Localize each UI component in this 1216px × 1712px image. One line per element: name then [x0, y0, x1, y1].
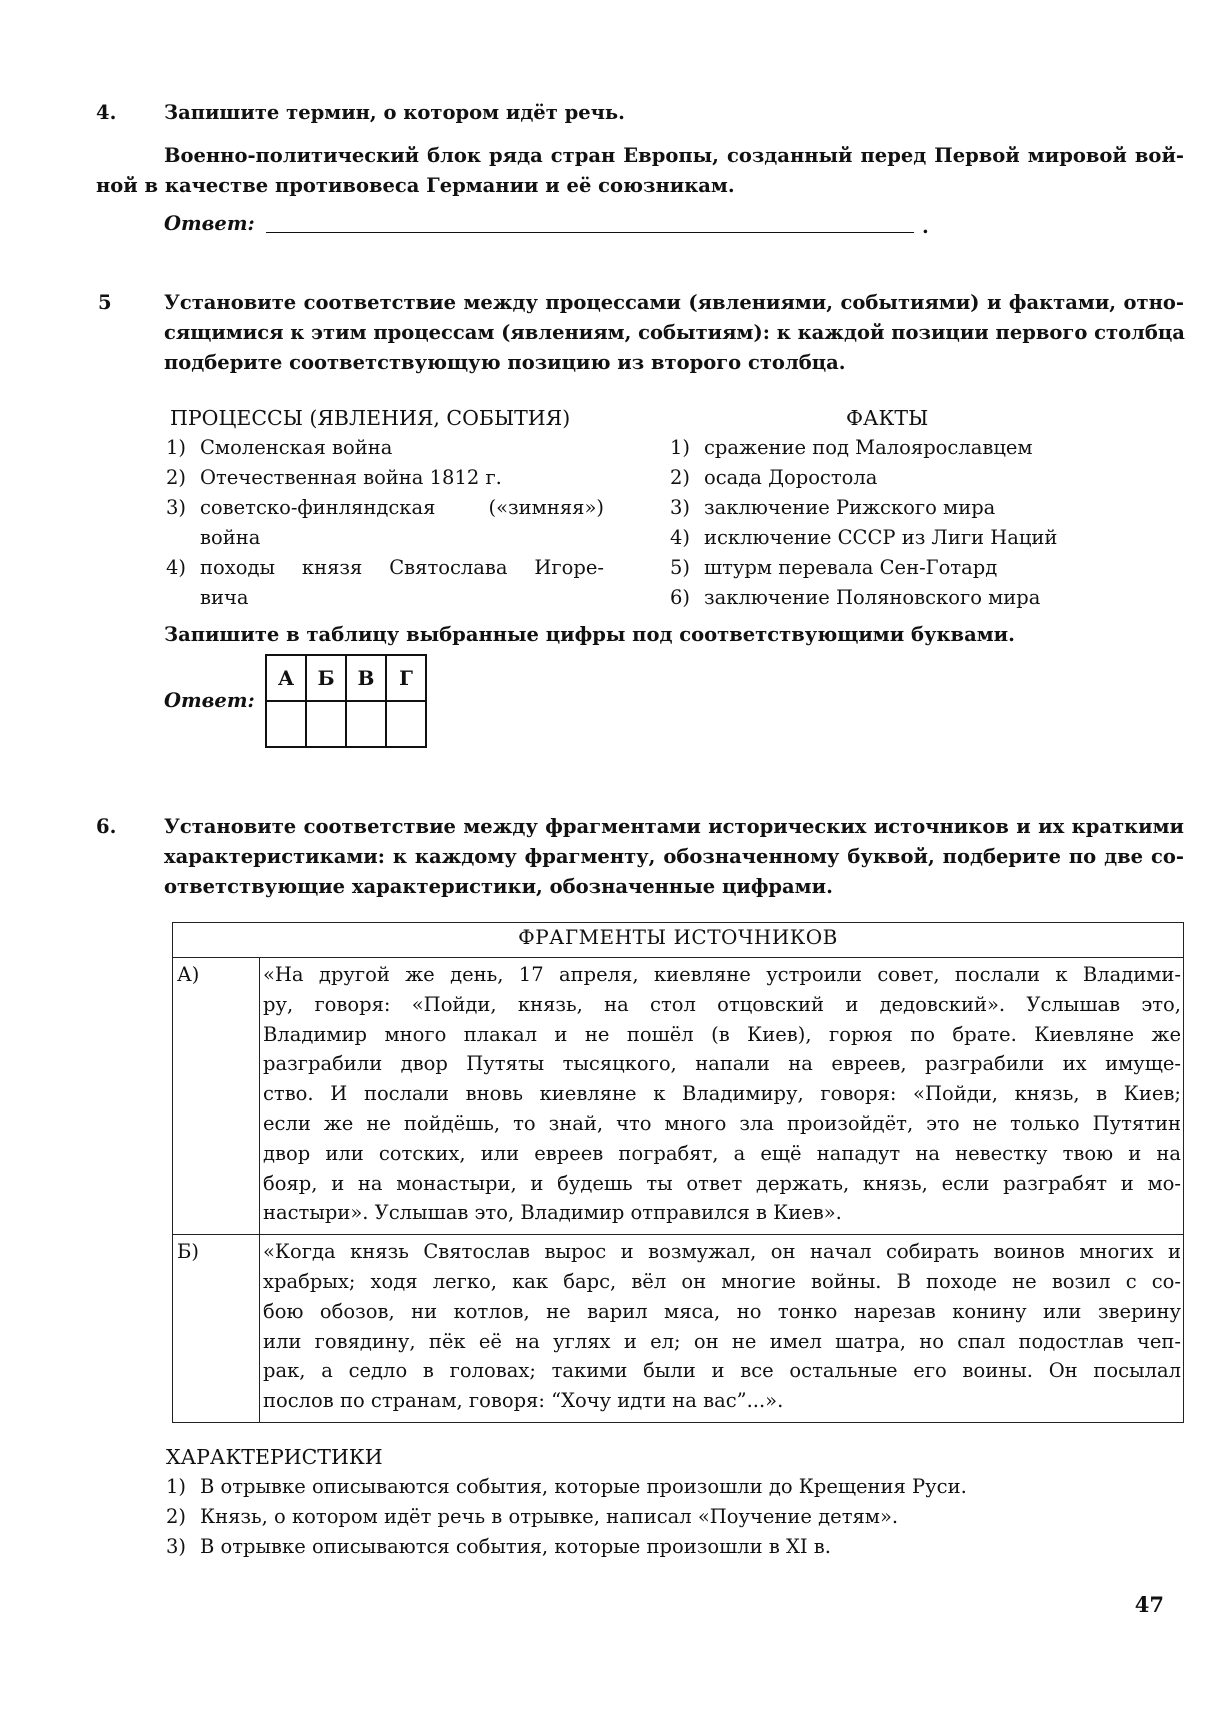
page-number: 47: [1134, 1592, 1164, 1617]
fragment-line: или говядину, пёк её на углях и ел; он не имел шатра, но спал подостлав чеп-: [263, 1329, 1181, 1353]
answer-cell-b[interactable]: [306, 701, 346, 747]
process-item-text: советско-финляндская («зимняя»): [200, 496, 604, 519]
answer-letter-v: В: [346, 655, 386, 701]
characteristic-number: 3): [166, 1535, 187, 1558]
fact-item-text: сражение под Малоярославцем: [704, 436, 1033, 459]
fragment-line: «Когда князь Святослав вырос и возмужал, он начал собирать воинов многих и: [263, 1240, 1181, 1264]
fact-item-number: 4): [670, 526, 691, 549]
process-item: [166, 433, 392, 463]
fragment-line: разграбили двор Путяты тысяцкого, напали на евреев, разграбили их имуще-: [263, 1052, 1181, 1076]
task-6-prompt-line-3: ответствующие характеристики, обозначенные цифрами.: [164, 875, 833, 898]
fact-item: [670, 433, 1033, 463]
fragment-line: бояр, и на монастыри, и будешь ты ответ держать, князь, если разграбят и мо-: [263, 1171, 1181, 1195]
task-6-prompt-line-2: характеристиками: к каждому фрагменту, обозначенному буквой, подберите по две со-: [164, 845, 1184, 868]
fact-item: [670, 583, 1040, 613]
answer-letter-g: Г: [386, 655, 426, 701]
process-item-text: Смоленская война: [200, 436, 393, 459]
task-4-answer-period: .: [922, 215, 929, 238]
sources-table: [172, 922, 1184, 1423]
fact-item-number: 5): [670, 556, 691, 579]
fact-item-text: штурм перевала Сен-Готард: [704, 556, 998, 579]
process-item-text: Отечественная война 1812 г.: [200, 466, 502, 489]
fragment-line: бою обозов, ни котлов, не варил мяса, но тонко нарезав конину или зверину: [263, 1299, 1181, 1323]
fragment-label: Б): [173, 1235, 260, 1423]
task-6-number: 6.: [96, 815, 117, 838]
fragment-label: А): [173, 958, 260, 1235]
task-5-prompt-line-2: сящимися к этим процессам (явлениям, событиям): к каждой позиции первого столбца: [164, 321, 1185, 344]
fact-item: [670, 523, 1057, 553]
task-6-prompt-line-1: Установите соответствие между фрагментами исторических источников и их краткими: [164, 815, 1184, 838]
facts-header: ФАКТЫ: [846, 406, 929, 430]
answer-letter-b: Б: [306, 655, 346, 701]
task-4-text-line-2: ной в качестве противовеса Германии и её союзникам.: [96, 174, 735, 197]
task-5-number: 5: [98, 291, 112, 314]
characteristic-text: В отрывке описываются события, которые произошли до Крещения Руси.: [200, 1475, 967, 1498]
task-5-answer-grid: [265, 654, 427, 748]
process-item-number: 3): [166, 496, 187, 519]
characteristics-header: ХАРАКТЕРИСТИКИ: [166, 1445, 383, 1469]
characteristic-number: 1): [166, 1475, 187, 1498]
task-5-prompt-line-3: подберите соответствующую позицию из второго столбца.: [164, 351, 846, 374]
fragment-text: [260, 1235, 1184, 1423]
characteristic-item: [166, 1502, 898, 1532]
process-item: [166, 463, 502, 493]
fact-item-number: 3): [670, 496, 691, 519]
fragment-line: настыри». Услышав это, Владимир отправился в Киев».: [263, 1201, 842, 1225]
fragment-line: ру, говоря: «Пойди, князь, на стол отцовский и дедовский». Услышав это,: [263, 992, 1181, 1016]
task-4-number: 4.: [96, 101, 117, 124]
fact-item-text: осада Доростола: [704, 466, 878, 489]
process-item-continuation: вича: [200, 586, 249, 609]
task-4-answer-label: Ответ:: [164, 212, 255, 235]
fragment-line: послов по странам, говоря: “Хочу идти на вас”...».: [263, 1389, 784, 1413]
fragment-line: если же не пойдёшь, то знай, что много зла произойдёт, это не только Путятин: [263, 1111, 1181, 1135]
process-item-number: 4): [166, 556, 187, 579]
fact-item-text: заключение Поляновского мира: [704, 586, 1041, 609]
processes-header: ПРОЦЕССЫ (ЯВЛЕНИЯ, СОБЫТИЯ): [170, 406, 571, 430]
answer-cell-g[interactable]: [386, 701, 426, 747]
fragment-text: [260, 958, 1184, 1235]
answer-cell-a[interactable]: [266, 701, 306, 747]
answer-letter-a: А: [266, 655, 306, 701]
sources-table-header: ФРАГМЕНТЫ ИСТОЧНИКОВ: [173, 923, 1184, 958]
fragment-row: [173, 1235, 1184, 1423]
process-item-number: 2): [166, 466, 187, 489]
task-5-instruction: Запишите в таблицу выбранные цифры под соответствующими буквами.: [164, 623, 1015, 646]
fact-item-number: 6): [670, 586, 691, 609]
fact-item-number: 2): [670, 466, 691, 489]
characteristic-text: Князь, о котором идёт речь в отрывке, написал «Поучение детям».: [200, 1505, 899, 1528]
fragment-line: рак, а седло в головах; такими были и все остальные его воины. Он посылал: [263, 1359, 1181, 1383]
process-item: [166, 493, 604, 523]
characteristic-item: [166, 1532, 831, 1562]
fragment-line: «На другой же день, 17 апреля, киевляне устроили совет, послали к Владими-: [263, 963, 1181, 986]
fact-item-number: 1): [670, 436, 691, 459]
fact-item: [670, 493, 995, 523]
fragment-line: двор или сотских, или евреев пограбят, а ещё нападут на невестку твою и на: [263, 1141, 1181, 1165]
fact-item-text: исключение СССР из Лиги Наций: [704, 526, 1058, 549]
fact-item-text: заключение Рижского мира: [704, 496, 996, 519]
fragment-line: ство. И послали вновь киевляне к Владимиру, говоря: «Пойди, князь, в Киев;: [263, 1082, 1181, 1106]
task-4-text-line-1: Военно-политический блок ряда стран Европы, созданный перед Первой мировой вой-: [164, 144, 1184, 167]
answer-cell-v[interactable]: [346, 701, 386, 747]
fact-item: [670, 553, 997, 583]
task-4-prompt: Запишите термин, о котором идёт речь.: [164, 101, 625, 124]
characteristic-text: В отрывке описываются события, которые произошли в XI в.: [200, 1535, 831, 1558]
task-4-answer-line[interactable]: [266, 232, 914, 233]
task-5-answer-label: Ответ:: [164, 689, 255, 712]
fact-item: [670, 463, 877, 493]
process-item-continuation: война: [200, 526, 261, 549]
characteristic-number: 2): [166, 1505, 187, 1528]
fragment-line: храбрых; ходя легко, как барс, вёл он многие войны. В походе не возил с со-: [263, 1269, 1181, 1293]
process-item-number: 1): [166, 436, 187, 459]
fragment-line: Владимир много плакал и не пошёл (в Киев), горюя по брате. Киевляне же: [263, 1022, 1181, 1046]
process-item: [166, 553, 604, 583]
fragment-row: [173, 958, 1184, 1235]
task-5-prompt-line-1: Установите соответствие между процессами (явлениями, событиями) и фактами, отно-: [164, 291, 1184, 314]
process-item-text: походы князя Святослава Игоре-: [200, 556, 604, 579]
characteristic-item: [166, 1472, 967, 1502]
